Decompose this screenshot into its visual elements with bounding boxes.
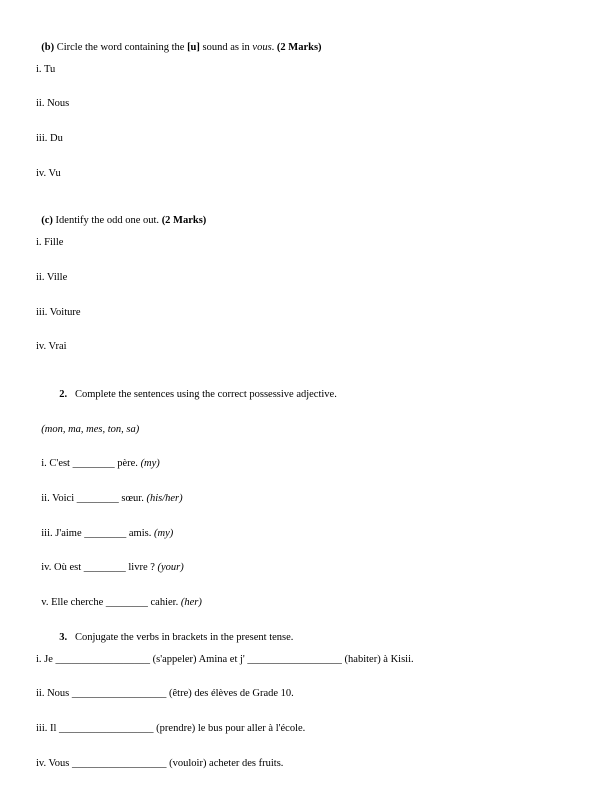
sentence-end: amis. bbox=[128, 528, 154, 539]
option-item: ii. Nous bbox=[36, 98, 70, 109]
sentence-start: v. Elle cherche ________ bbox=[41, 597, 151, 608]
question-text: Identify the odd one out. bbox=[52, 215, 162, 226]
option-item: i. Tu bbox=[36, 64, 56, 75]
hint: (my) bbox=[153, 528, 174, 539]
hint: (my) bbox=[140, 458, 160, 469]
option-item: iv. Vu bbox=[36, 168, 61, 179]
question-3-title bbox=[54, 618, 293, 644]
sentence-item bbox=[36, 583, 202, 609]
sentence-start: i. C'est ________ bbox=[41, 458, 118, 469]
question-text: sound as in bbox=[199, 42, 253, 53]
sentence-item bbox=[36, 514, 173, 540]
option-item: iii. Du bbox=[36, 133, 63, 144]
conjugation-item: iii. Il __________________ (prendre) le bus pour aller à l'école. bbox=[36, 723, 306, 734]
option-item: i. Fille bbox=[36, 237, 64, 248]
question-text: Complete the sentences using the correct possessive adjective. bbox=[75, 389, 337, 400]
question-label: (c) bbox=[41, 215, 53, 226]
question-text: Circle the word containing the bbox=[54, 42, 188, 53]
question-number: 3. bbox=[59, 632, 68, 643]
question-text: Conjugate the verbs in brackets in the present tense. bbox=[75, 632, 294, 643]
hint: (his/her) bbox=[146, 493, 183, 504]
question-label: (b) bbox=[41, 42, 55, 53]
sentence-end: livre ? bbox=[128, 562, 158, 573]
sentence-start: iii. J'aime ________ bbox=[41, 528, 129, 539]
sentence-item bbox=[36, 444, 160, 470]
marks-label: (2 Marks) bbox=[161, 215, 207, 226]
sentence-end: sœur. bbox=[121, 493, 147, 504]
conjugation-item: ii. Nous __________________ (être) des élèves de Grade 10. bbox=[36, 688, 294, 699]
marks-label: (2 Marks) bbox=[276, 42, 322, 53]
option-item: iii. Voiture bbox=[36, 307, 81, 318]
sound-symbol: [u] bbox=[187, 42, 200, 53]
conjugation-item: iv. Vous __________________ (vouloir) acheter des fruits. bbox=[36, 758, 284, 769]
sentence-end: père. bbox=[117, 458, 141, 469]
question-1c bbox=[36, 201, 206, 227]
question-text: . bbox=[271, 42, 277, 53]
sentence-item bbox=[36, 548, 184, 574]
sentence-start: iv. Où est ________ bbox=[41, 562, 129, 573]
question-1b bbox=[36, 28, 322, 54]
sentence-start: ii. Voici ________ bbox=[41, 493, 122, 504]
choices-line bbox=[36, 410, 139, 436]
hint: (her) bbox=[180, 597, 202, 608]
conjugation-item: i. Je __________________ (s'appeler) Amina et j' __________________ (habiter) à Kisii. bbox=[36, 654, 414, 665]
example-word: vous bbox=[252, 42, 272, 53]
option-item: ii. Ville bbox=[36, 272, 68, 283]
question-2-title bbox=[54, 375, 337, 401]
sentence-end: cahier. bbox=[150, 597, 181, 608]
sentence-item bbox=[36, 479, 183, 505]
choices-list: (mon, ma, mes, ton, sa) bbox=[41, 424, 140, 435]
question-number: 2. bbox=[59, 389, 68, 400]
option-item: iv. Vrai bbox=[36, 341, 67, 352]
hint: (your) bbox=[157, 562, 184, 573]
